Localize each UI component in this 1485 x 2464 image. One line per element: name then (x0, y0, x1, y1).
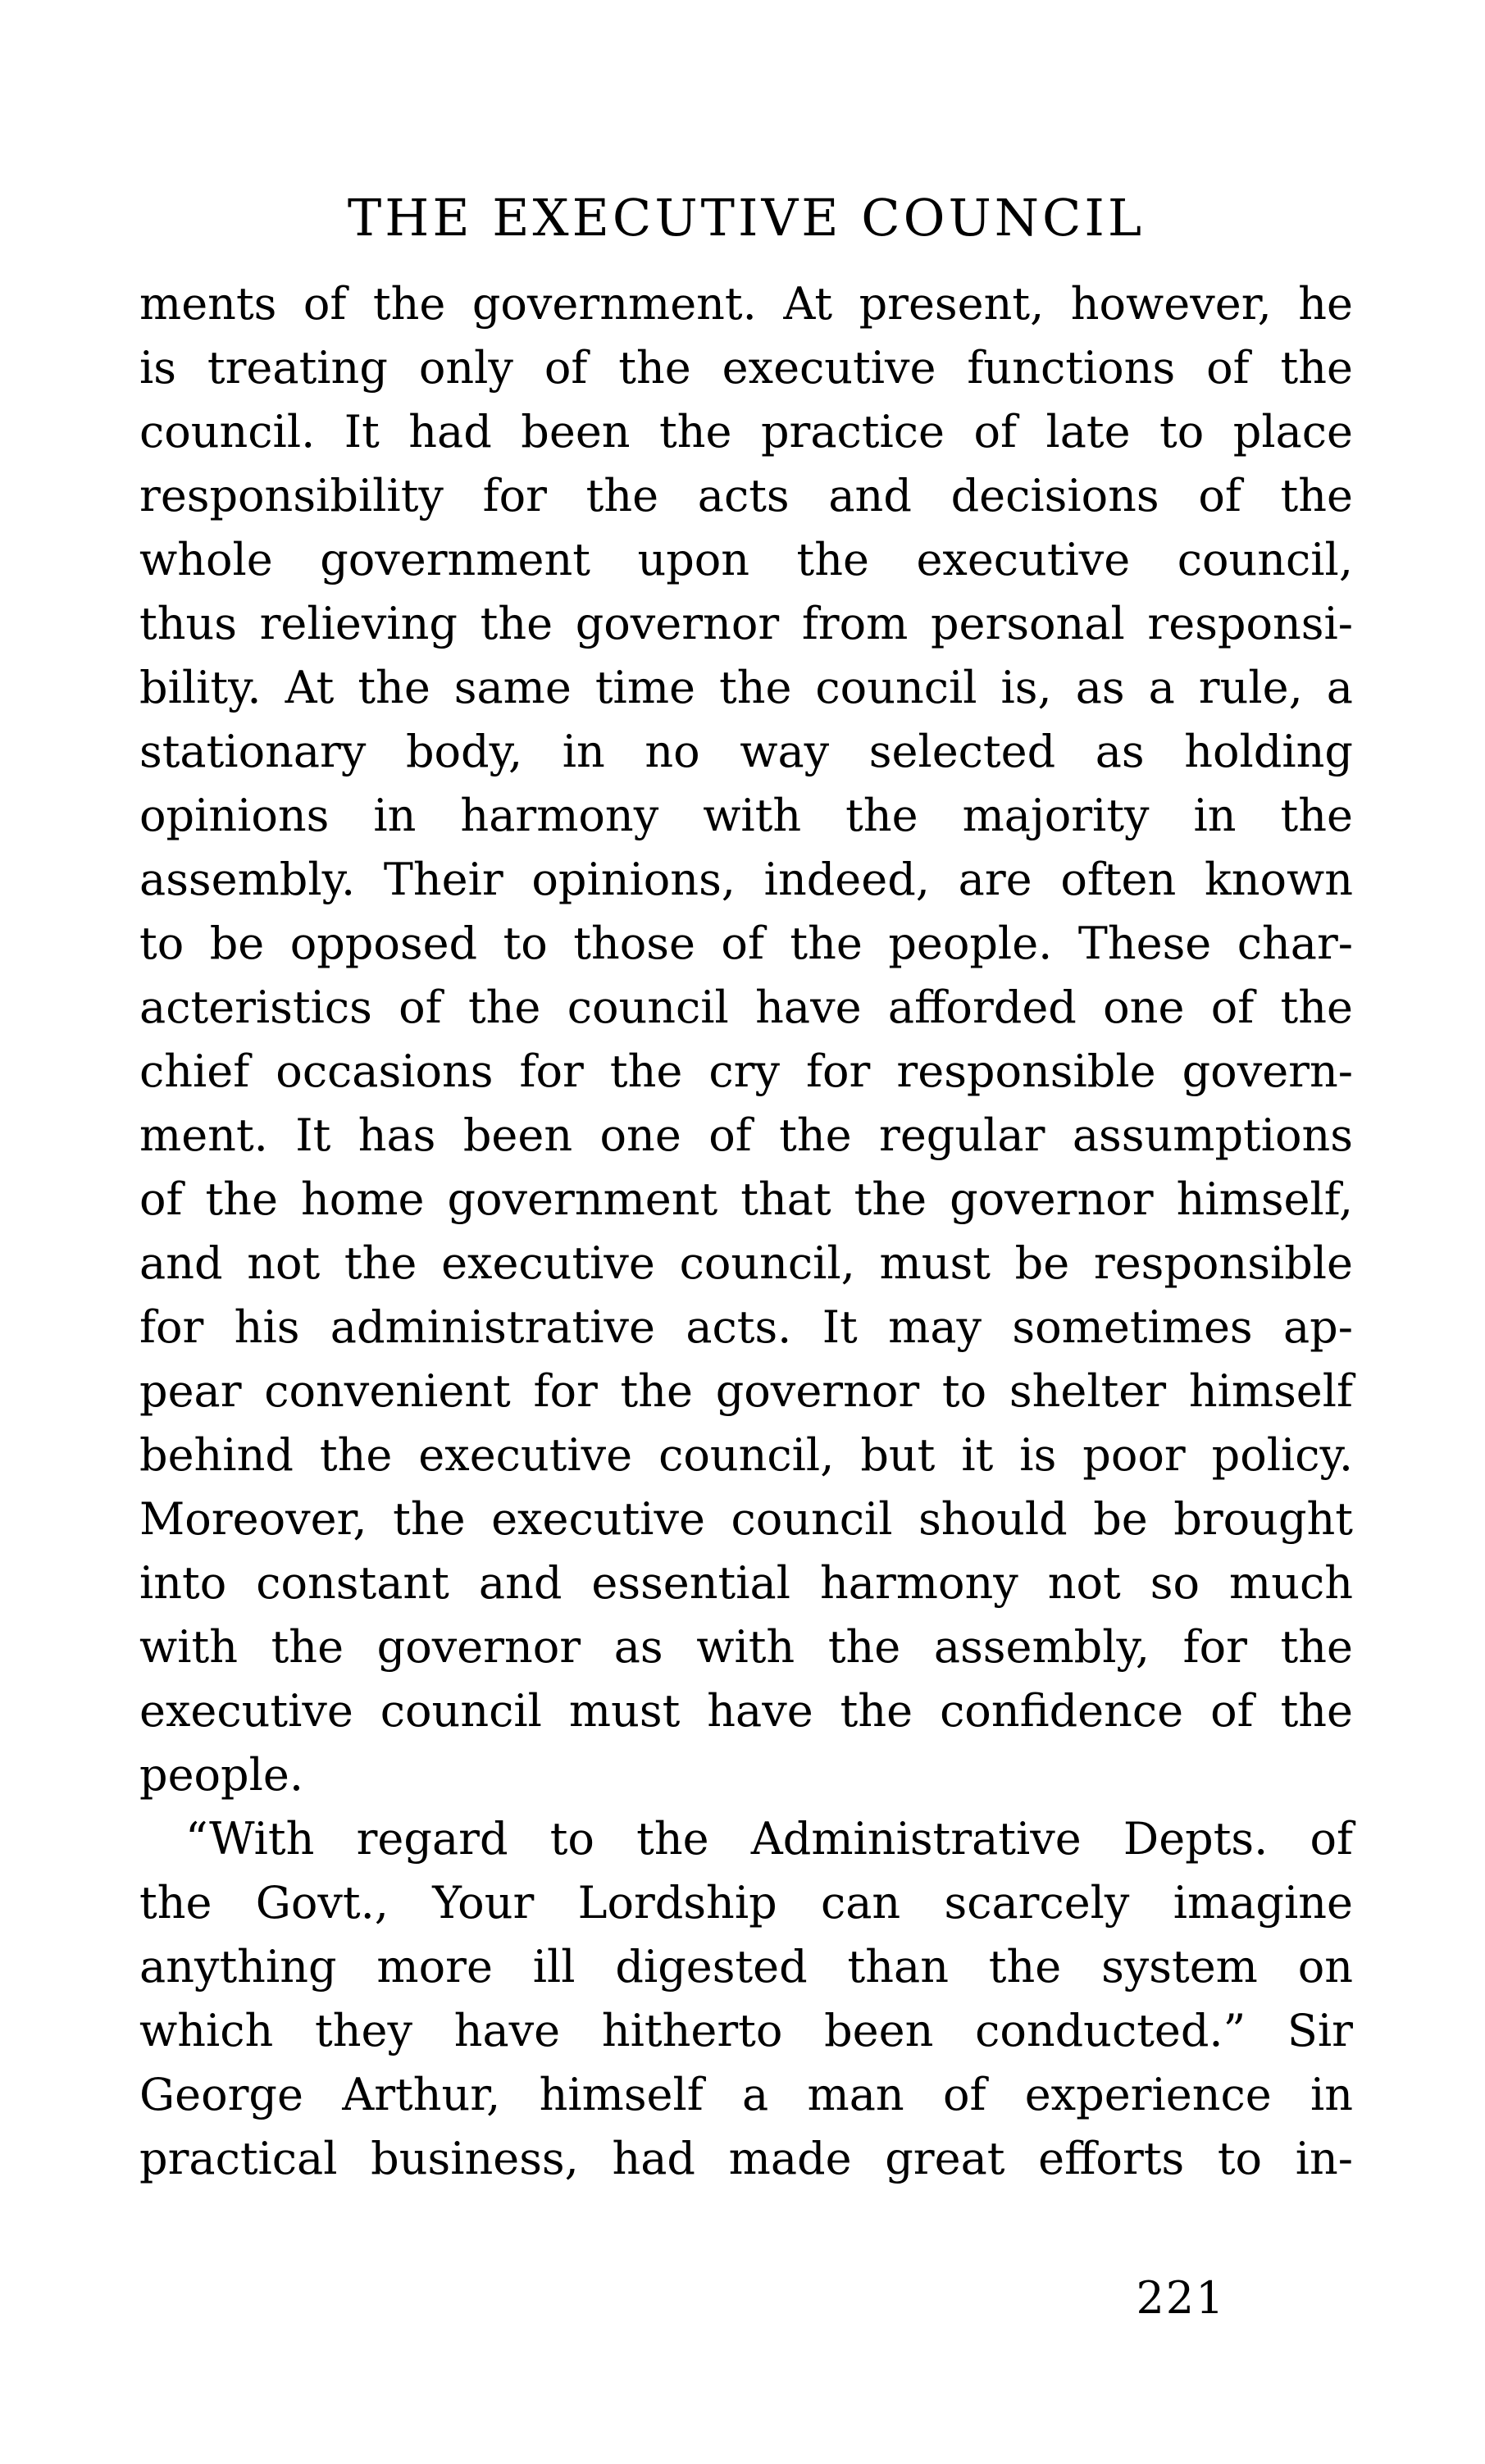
text-line: of the home government that the governor himself, (139, 1173, 1353, 1225)
text-line: practical business, had made great efforts to in- (139, 2133, 1353, 2184)
text-line: the Govt., Your Lordship can scarcely imagine (139, 1877, 1353, 1929)
text-line: is treating only of the executive functions of the (139, 342, 1353, 394)
text-line: to be opposed to those of the people. These char- (139, 918, 1353, 969)
text-line: executive council must have the confidence of the (139, 1685, 1353, 1737)
text-line: stationary body, in no way selected as holding (139, 726, 1353, 777)
text-line: which they have hitherto been conducted.” Sir (139, 2005, 1353, 2056)
text-line: people. (139, 1749, 303, 1801)
text-line: assembly. Their opinions, indeed, are often known (139, 854, 1353, 905)
body-text (139, 272, 1353, 2191)
text-line: into constant and essential harmony not so much (139, 1557, 1353, 1609)
running-head: THE EXECUTIVE COUNCIL (347, 188, 1146, 248)
page-number: 221 (1136, 2272, 1226, 2324)
text-line: and not the executive council, must be responsible (139, 1237, 1353, 1289)
text-line: for his administrative acts. It may sometimes ap- (139, 1301, 1353, 1353)
text-line: responsibility for the acts and decisions of the (139, 470, 1353, 521)
text-line: “With regard to the Administrative Depts. of (185, 1813, 1353, 1865)
text-line: thus relieving the governor from personal responsi- (139, 598, 1353, 649)
text-line: behind the executive council, but it is poor policy. (139, 1429, 1353, 1481)
text-line: opinions in harmony with the majority in the (139, 790, 1353, 841)
text-line: pear convenient for the governor to shelter himself (139, 1365, 1353, 1417)
text-line: anything more ill digested than the system on (139, 1941, 1353, 1993)
text-line: bility. At the same time the council is, as a rule, a (139, 662, 1353, 713)
text-line: chief occasions for the cry for responsible govern- (139, 1045, 1353, 1097)
text-line: Moreover, the executive council should be brought (139, 1493, 1353, 1545)
text-line: with the governor as with the assembly, for the (139, 1621, 1353, 1673)
text-line: acteristics of the council have afforded one of the (139, 982, 1353, 1033)
text-line: ments of the government. At present, however, he (139, 278, 1353, 330)
text-line: ment. It has been one of the regular assumptions (139, 1109, 1353, 1161)
text-line: whole government upon the executive council, (139, 534, 1353, 585)
text-line: council. It had been the practice of late to place (139, 406, 1353, 458)
text-line: George Arthur, himself a man of experience in (139, 2069, 1353, 2120)
